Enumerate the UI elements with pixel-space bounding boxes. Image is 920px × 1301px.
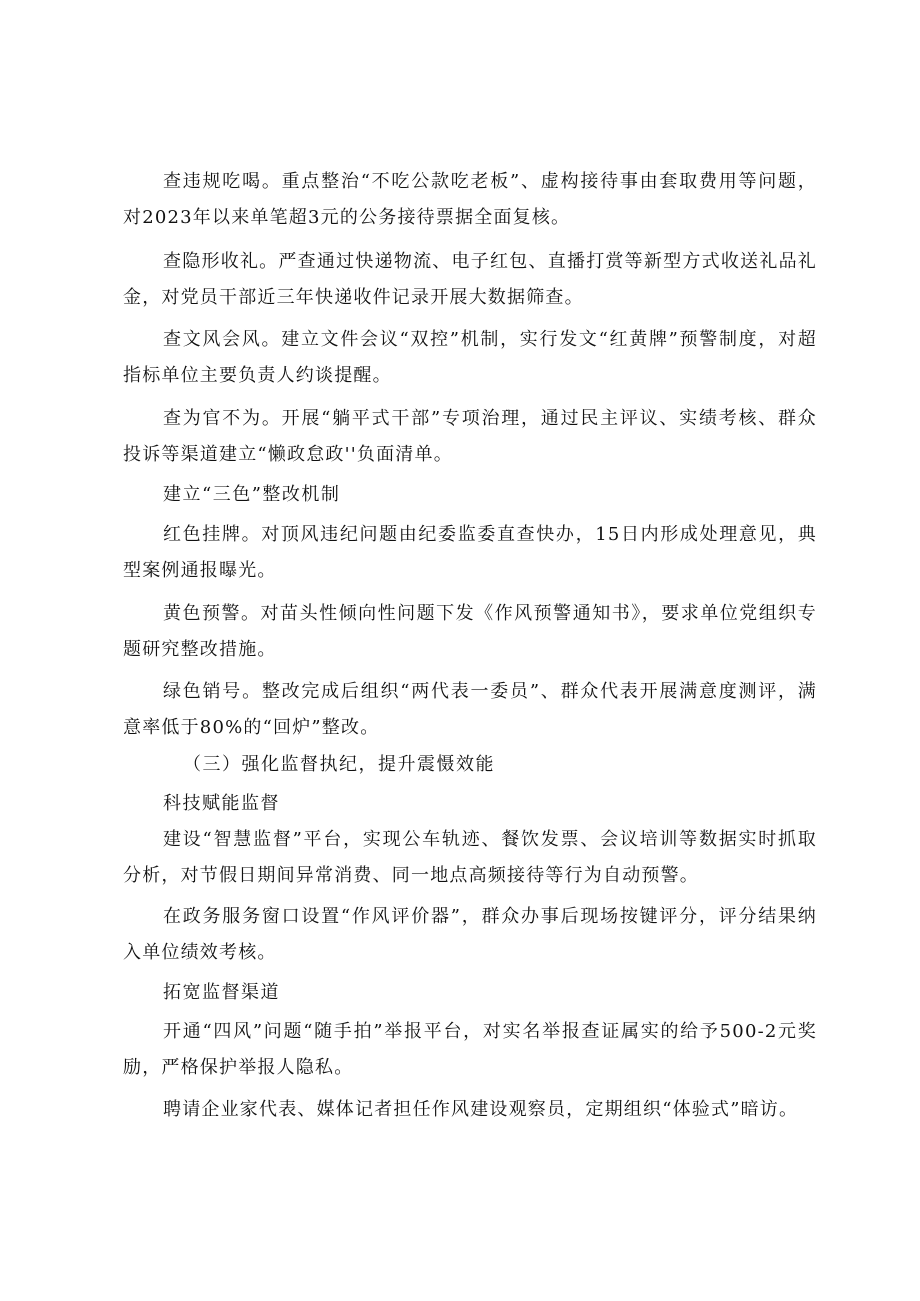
paragraph-chawei-guichihe: 查违规吃喝。重点整治“不吃公款吃老板”、虚构接待事由套取费用等问题，对2023年以来单笔超3元的公务接待票据全面复核。 [123,171,817,228]
paragraph-snapshot-report: 开通“四风”问题“随手拍”举报平台，对实名举报查证属实的给予500-2元奖励，严格保护举报人隐私。 [123,1021,817,1078]
paragraph-red-card: 红色挂牌。对顶风违纪问题由纪委监委直查快办，15日内形成处理意见，典型案例通报曝光。 [123,524,817,581]
paragraph-smart-platform: 建设“智慧监督”平台，实现公车轨迹、餐饮发票、会议培训等数据实时抓取分析，对节假日期间异常消费、同一地点高频接待等行为自动预警。 [123,829,817,886]
subheading-sanse-mechanism: 建立“三色”整改机制 [163,484,341,505]
section-heading-3: （三）强化监督执纪，提升震慑效能 [183,754,495,775]
subheading-tech-supervision: 科技赋能监督 [163,793,280,814]
subheading-widen-channels: 拓宽监督渠道 [163,982,280,1003]
paragraph-evaluator: 在政务服务窗口设置“作风评价器”，群众办事后现场按键评分，评分结果纳入单位绩效考核。 [123,906,817,963]
paragraph-observers: 聘请企业家代表、媒体记者担任作风建设观察员，定期组织“体验式”暗访。 [163,1099,799,1120]
paragraph-yellow-warning: 黄色预警。对苗头性倾向性问题下发《作风预警通知书》，要求单位党组织专题研究整改措施。 [123,603,817,660]
paragraph-yinxing-shouli: 查隐形收礼。严查通过快递物流、电子红包、直播打赏等新型方式收送礼品礼金，对党员干部近三年快递收件记录开展大数据筛查。 [123,251,817,308]
paragraph-green-close: 绿色销号。整改完成后组织“两代表一委员”、群众代表开展满意度测评，满意率低于80%的“回炉”整改。 [123,681,817,738]
paragraph-weiguan-buwei: 查为官不为。开展“躺平式干部”专项治理，通过民主评议、实绩考核、群众投诉等渠道建立“懒政怠政''负面清单。 [123,408,817,465]
paragraph-wenfeng-huifeng: 查文风会风。建立文件会议“双控”机制，实行发文“红黄牌”预警制度，对超指标单位主要负责人约谈提醒。 [123,329,817,386]
